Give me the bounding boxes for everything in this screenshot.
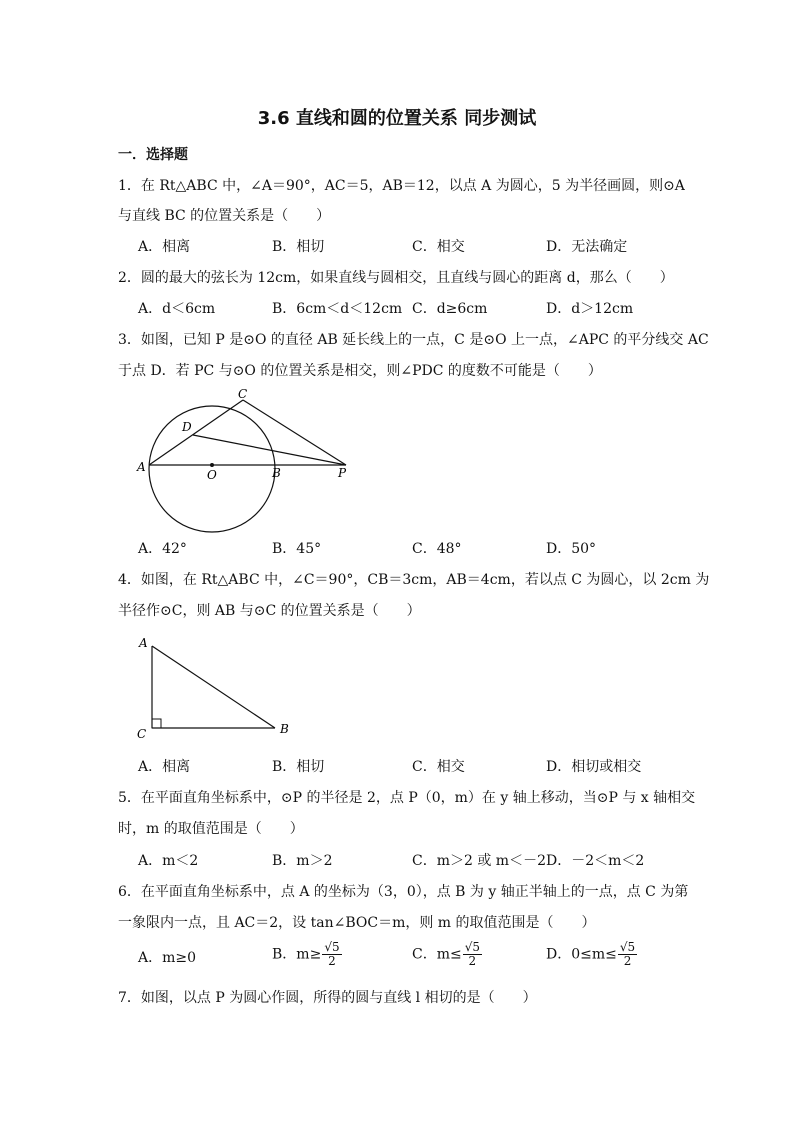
q6-option-c-fraction [463, 941, 482, 968]
q6-option-b-relation: m≥ [296, 946, 322, 963]
q2-option-d: D．d＞12cm [546, 301, 634, 317]
q2-option-a: A．d＜6cm [138, 301, 216, 317]
question-4-line-1: 4．如图，在 Rt△ABC 中，∠C＝90°，CB＝3cm，AB＝4cm，若以点 C 为圆心，以 2cm 为 [118, 572, 710, 588]
q3-option-a: A．42° [138, 541, 187, 557]
question-6-line-1: 6．在平面直角坐标系中，点 A 的坐标为（3，0），点 B 为 y 轴正半轴上的一点，点 C 为第 [118, 884, 689, 900]
q6-option-d-relation: 0≤m≤ [571, 946, 617, 963]
label-d: D [182, 420, 192, 434]
q5-option-b: B．m＞2 [272, 853, 333, 869]
segment-ac [149, 400, 243, 465]
center-point-o [210, 463, 214, 467]
q3-option-b: B．45° [272, 541, 322, 557]
fraction-denominator: 2 [468, 954, 477, 968]
q6-option-b-fraction [322, 941, 341, 968]
q1-option-a: A．相离 [138, 239, 191, 255]
q3-option-c: C．48° [412, 541, 462, 557]
q4-option-a: A．相离 [138, 759, 191, 775]
q1-option-b: B．相切 [272, 239, 325, 255]
label-a: A [137, 460, 146, 474]
q6-option-b-prefix: B． [272, 946, 297, 963]
question-3-line-1: 3．如图，已知 P 是⊙O 的直径 AB 延长线上的一点，C 是⊙O 上一点，∠APC 的平分线交 AC [118, 332, 709, 348]
fraction-numerator: √5 [324, 940, 340, 954]
label-c: C [238, 388, 248, 401]
q2-option-b: B．6cm＜d＜12cm [272, 301, 403, 317]
label-b: B [272, 466, 281, 480]
figure-circle-tangent [135, 388, 365, 533]
fraction-numerator: √5 [619, 940, 636, 954]
question-1-line-2: 与直线 BC 的位置关系是（ ） [118, 208, 331, 224]
fraction-denominator: 2 [328, 954, 336, 968]
q6-option-d-prefix: D． [546, 946, 572, 963]
figure-right-triangle [130, 630, 300, 745]
question-6-line-2: 一象限内一点，且 AC＝2，设 tan∠BOC＝m，则 m 的取值范围是（ ） [118, 915, 596, 931]
q5-option-d: D．－2＜m＜2 [546, 853, 645, 869]
q3-option-d: D．50° [546, 541, 597, 557]
question-2-line-1: 2．圆的最大的弦长为 12cm，如果直线与圆相交，且直线与圆心的距离 d，那么（ ） [118, 270, 674, 286]
q4-option-b: B．相切 [272, 759, 325, 775]
fraction-denominator: 2 [623, 954, 632, 968]
q2-option-c: C．d≥6cm [412, 301, 488, 317]
q6-option-c-prefix: C． [412, 946, 437, 963]
label-o: O [207, 468, 217, 482]
label-b: B [280, 722, 289, 736]
question-5-line-1: 5．在平面直角坐标系中，⊙P 的半径是 2，点 P（0，m）在 y 轴上移动，当⊙P 与 x 轴相交 [118, 790, 696, 806]
q6-option-d-fraction [618, 941, 637, 968]
page-title: 3.6 直线和圆的位置关系 同步测试 [257, 108, 537, 129]
label-c: C [137, 727, 147, 741]
q5-option-a: A．m＜2 [138, 853, 199, 869]
question-4-line-2: 半径作⊙C，则 AB 与⊙C 的位置关系是（ ） [118, 603, 421, 619]
fraction-numerator: √5 [464, 940, 481, 954]
q5-option-c: C．m＞2 或 m＜－2 [412, 853, 546, 869]
label-a: A [139, 636, 148, 650]
q6-option-c-relation: m≤ [436, 946, 462, 963]
question-7-line-1: 7．如图，以点 P 为圆心作圆，所得的圆与直线 l 相切的是（ ） [118, 990, 537, 1006]
question-3-line-2: 于点 D．若 PC 与⊙O 的位置关系是相交，则∠PDC 的度数不可能是（ ） [118, 363, 602, 379]
q6-option-a: A．m≥0 [138, 950, 197, 966]
section-heading: 一．选择题 [118, 147, 188, 163]
q6-option-d [546, 941, 637, 968]
segment-ab [152, 646, 275, 728]
q4-option-c: C．相交 [412, 759, 465, 775]
q1-option-d: D．无法确定 [546, 239, 628, 255]
right-angle-mark [152, 719, 161, 728]
question-1-line-1: 1．在 Rt△ABC 中，∠A＝90°，AC＝5，AB＝12，以点 A 为圆心，5 为半径画圆，则⊙A [118, 178, 685, 194]
question-5-line-2: 时，m 的取值范围是（ ） [118, 821, 304, 837]
q6-option-b [272, 941, 342, 968]
q4-option-d: D．相切或相交 [546, 759, 642, 775]
label-p: P [338, 466, 347, 480]
q6-option-c [412, 941, 482, 968]
q1-option-c: C．相交 [412, 239, 465, 255]
